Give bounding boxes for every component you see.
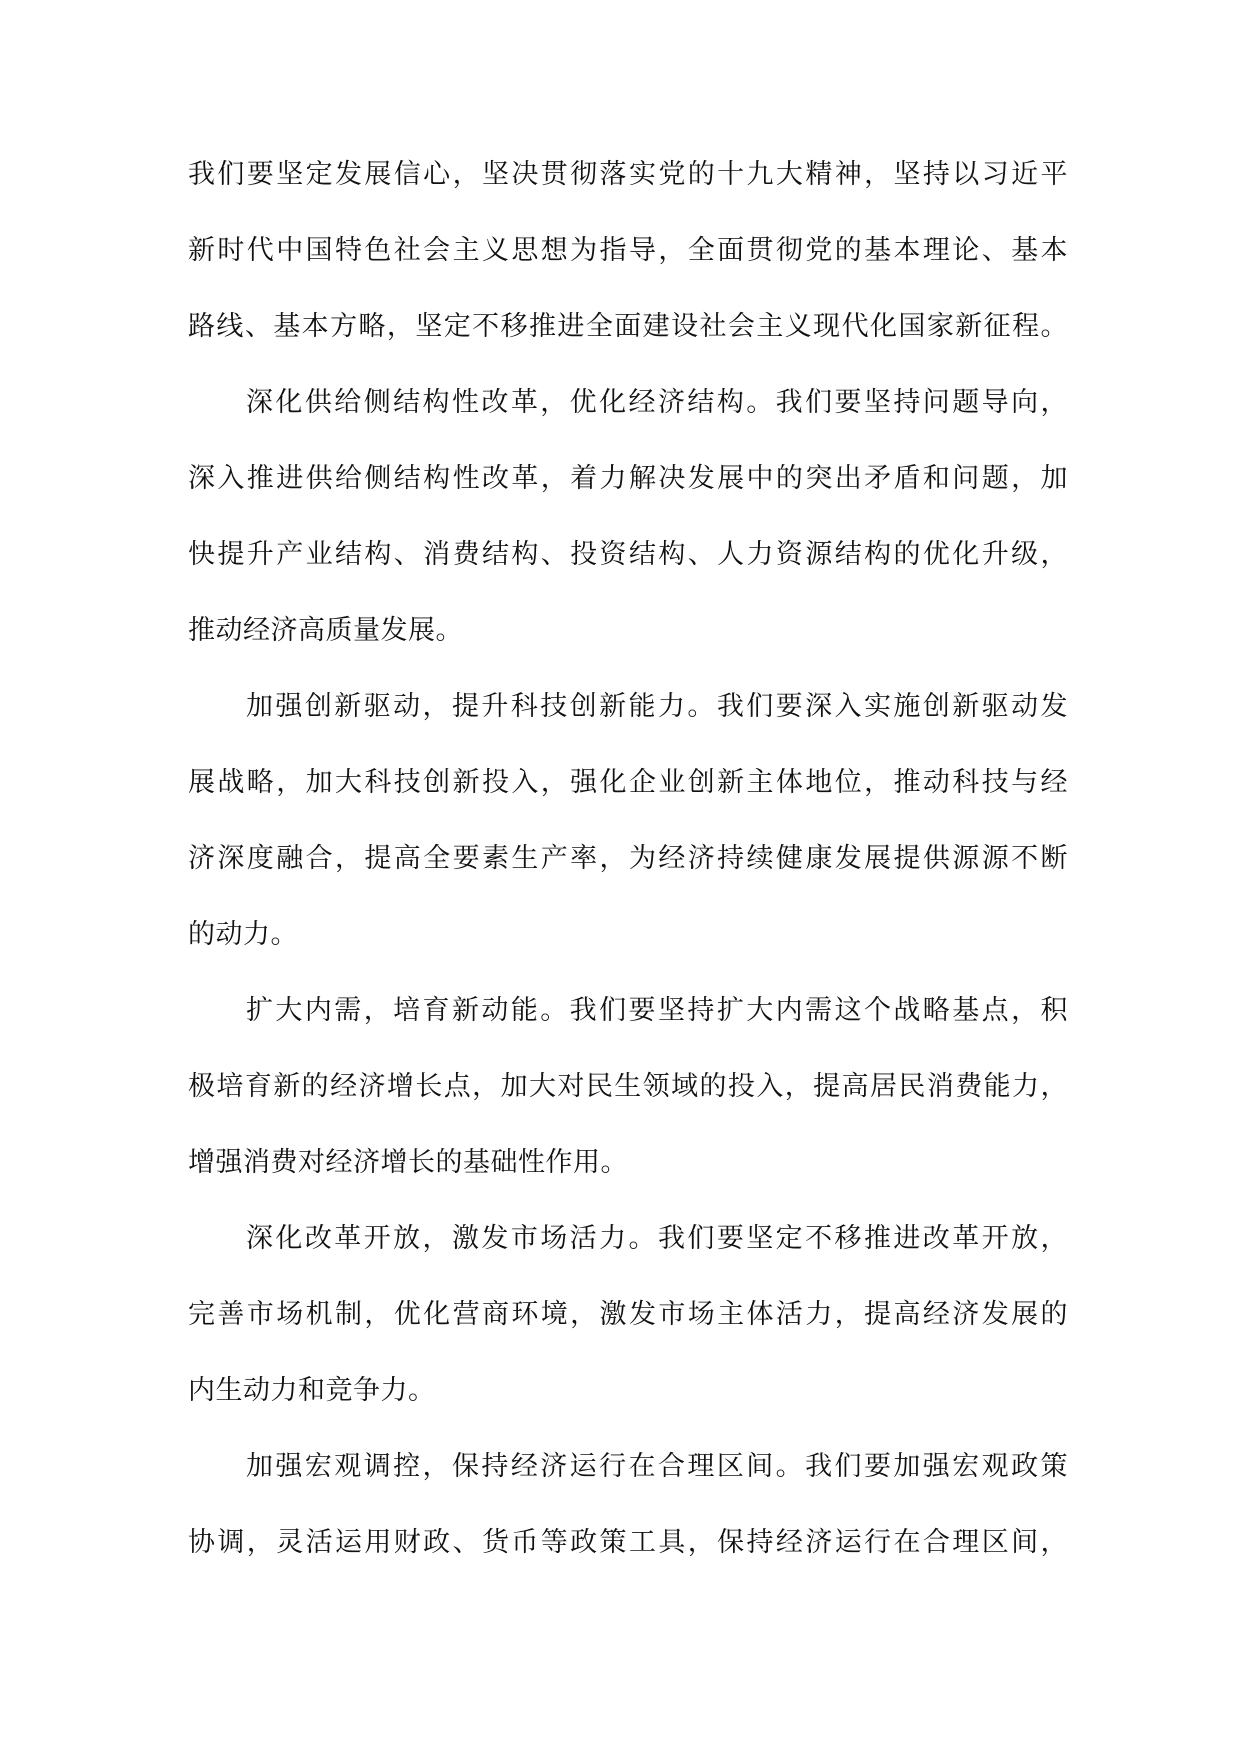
text-line: 路线、基本方略，坚定不移推进全面建设社会主义现代化国家新征程。 — [188, 311, 1068, 342]
text-line: 协调，灵活运用财政、货币等政策工具，保持经济运行在合理区间， — [188, 1527, 1068, 1558]
paragraph-5 — [188, 1214, 1068, 1442]
text-line: 新时代中国特色社会主义思想为指导，全面贯彻党的基本理论、基本 — [188, 235, 1068, 266]
text-line: 内生动力和竞争力。 — [188, 1375, 436, 1406]
paragraph-4 — [188, 986, 1068, 1214]
paragraph-3 — [188, 682, 1068, 986]
paragraph-2 — [188, 378, 1068, 682]
text-line: 增强消费对经济增长的基础性作用。 — [188, 1147, 628, 1178]
text-line: 推动经济高质量发展。 — [188, 615, 463, 646]
text-line: 快提升产业结构、消费结构、投资结构、人力资源结构的优化升级， — [188, 539, 1068, 570]
text-line: 加强宏观调控，保持经济运行在合理区间。我们要加强宏观政策 — [246, 1451, 1068, 1482]
paragraph-6 — [188, 1442, 1068, 1594]
text-line: 的动力。 — [188, 919, 298, 950]
text-line: 加强创新驱动，提升科技创新能力。我们要深入实施创新驱动发 — [246, 691, 1068, 722]
paragraph-1 — [188, 150, 1068, 378]
text-line: 展战略，加大科技创新投入，强化企业创新主体地位，推动科技与经 — [188, 767, 1068, 798]
text-line: 扩大内需，培育新动能。我们要坚持扩大内需这个战略基点，积 — [246, 995, 1068, 1026]
text-line: 深化改革开放，激发市场活力。我们要坚定不移推进改革开放， — [246, 1223, 1068, 1254]
text-line: 深入推进供给侧结构性改革，着力解决发展中的突出矛盾和问题，加 — [188, 463, 1068, 494]
text-line: 我们要坚定发展信心，坚决贯彻落实党的十九大精神，坚持以习近平 — [188, 159, 1068, 190]
text-line: 济深度融合，提高全要素生产率，为经济持续健康发展提供源源不断 — [188, 843, 1068, 874]
text-line: 深化供给侧结构性改革，优化经济结构。我们要坚持问题导向， — [246, 387, 1068, 418]
text-line: 极培育新的经济增长点，加大对民生领域的投入，提高居民消费能力， — [188, 1071, 1068, 1102]
text-line: 完善市场机制，优化营商环境，激发市场主体活力，提高经济发展的 — [188, 1299, 1068, 1330]
document-body — [188, 150, 1068, 1594]
